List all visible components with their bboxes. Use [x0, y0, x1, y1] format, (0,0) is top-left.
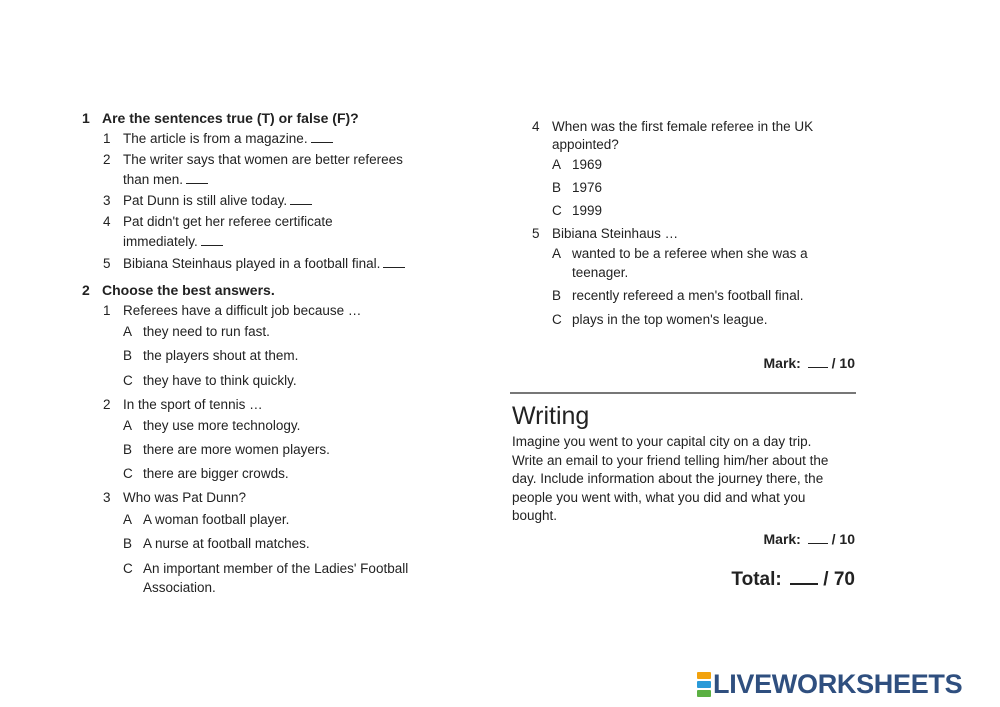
option-letter: A [552, 157, 562, 172]
option-letter: A [552, 246, 562, 261]
writing-line: day. Include information about the journey there, the [512, 471, 824, 486]
question-number: 4 [532, 119, 540, 134]
option-text: Association. [143, 580, 216, 595]
question-2-stem [103, 395, 263, 414]
writing-title: Writing [512, 402, 590, 430]
answer-blank[interactable] [290, 194, 312, 205]
writing-line: Write an email to your friend telling him/her about the [512, 452, 829, 468]
total-out-of: / 70 [823, 569, 855, 590]
item-number: 5 [103, 256, 111, 271]
writing-line: Imagine you went to your capital city on a day trip. [512, 434, 812, 449]
option-text: recently refereed a men's football final. [572, 288, 804, 303]
total-blank[interactable] [790, 569, 818, 585]
mark-out-of: / 10 [831, 355, 855, 371]
option-text: plays in the top women's league. [572, 312, 768, 327]
q4-option-a[interactable] [552, 155, 602, 174]
section-heading-text: Choose the best answers. [102, 282, 275, 298]
item-text: The writer says that women are better referees [123, 152, 403, 167]
q3-option-c-cont [143, 578, 216, 597]
option-letter: A [123, 418, 133, 433]
mark-score-reading [700, 355, 855, 371]
logo-icon [697, 671, 711, 698]
option-text: teenager. [572, 265, 629, 280]
option-text: they need to run fast. [143, 324, 270, 339]
option-letter: C [552, 312, 562, 327]
option-text: A nurse at football matches. [143, 536, 310, 551]
question-number: 5 [532, 226, 540, 241]
q4-option-b[interactable] [552, 178, 602, 197]
option-letter: C [123, 466, 133, 481]
q2-option-b[interactable] [123, 440, 330, 459]
writing-line: bought. [512, 508, 558, 523]
question-text: When was the first female referee in the UK [552, 119, 814, 134]
item-text: Pat Dunn is still alive today. [123, 193, 288, 208]
option-letter: B [123, 536, 133, 551]
q5-option-a-cont [572, 263, 628, 282]
option-letter: A [123, 512, 133, 527]
question-number: 2 [103, 397, 111, 412]
item-number: 3 [103, 193, 111, 208]
question-text: Bibiana Steinhaus … [552, 226, 679, 241]
option-text: they have to think quickly. [143, 373, 297, 388]
option-text: there are bigger crowds. [143, 466, 289, 481]
tf-item-2 [103, 150, 403, 169]
option-letter: B [123, 348, 133, 363]
tf-item-1 [103, 129, 333, 148]
option-text: there are more women players. [143, 442, 330, 457]
q5-option-c[interactable] [552, 310, 767, 329]
option-letter: C [552, 203, 562, 218]
section-divider [510, 392, 856, 394]
tf-item-5 [103, 254, 405, 273]
option-letter: C [123, 373, 133, 388]
tf-item-3 [103, 191, 312, 210]
question-number: 3 [103, 490, 111, 505]
item-text: Pat didn't get her referee certificate [123, 214, 333, 229]
item-text: than men. [123, 172, 184, 187]
question-text: Referees have a difficult job because … [123, 303, 362, 318]
mark-label: Mark: [763, 531, 801, 547]
option-text: they use more technology. [143, 418, 301, 433]
item-text: Bibiana Steinhaus played in a football final. [123, 256, 381, 271]
question-text: appointed? [552, 137, 619, 152]
q5-option-b[interactable] [552, 286, 803, 305]
q1-option-a[interactable] [123, 322, 270, 341]
option-text: A woman football player. [143, 512, 290, 527]
q2-option-c[interactable] [123, 464, 289, 483]
item-text: The article is from a magazine. [123, 131, 308, 146]
option-letter: B [123, 442, 133, 457]
option-letter: B [552, 180, 562, 195]
answer-blank[interactable] [311, 132, 333, 143]
q5-option-a[interactable] [552, 244, 808, 263]
option-text: 1976 [572, 180, 603, 195]
section-number: 2 [82, 282, 90, 298]
logo-text: LIVEWORKSHEETS [713, 669, 963, 699]
mark-blank[interactable] [808, 533, 828, 544]
q3-option-a[interactable] [123, 510, 289, 529]
option-text: the players shout at them. [143, 348, 299, 363]
q4-option-c[interactable] [552, 201, 602, 220]
q3-option-b[interactable] [123, 534, 310, 553]
option-letter: A [123, 324, 133, 339]
question-5-stem [532, 224, 678, 243]
answer-blank[interactable] [201, 235, 223, 246]
question-1-stem [103, 301, 361, 320]
question-4-stem [532, 117, 813, 136]
option-text: An important member of the Ladies' Football [143, 561, 409, 576]
option-text: wanted to be a referee when she was a [572, 246, 808, 261]
writing-line: people you went with, what you did and what you [512, 489, 806, 505]
total-score [660, 569, 855, 591]
option-text: 1999 [572, 203, 603, 218]
mark-score-writing [700, 531, 855, 547]
option-text: 1969 [572, 157, 603, 172]
question-text: Who was Pat Dunn? [123, 490, 247, 505]
question-3-stem [103, 488, 246, 507]
q3-option-c[interactable] [123, 559, 408, 578]
item-number: 4 [103, 214, 111, 229]
section-heading-text: Are the sentences true (T) or false (F)? [102, 110, 359, 126]
liveworksheets-logo [697, 669, 962, 700]
mark-out-of: / 10 [831, 531, 855, 547]
section-2-heading [82, 282, 275, 298]
mark-blank[interactable] [808, 357, 828, 368]
question-text: In the sport of tennis … [123, 397, 263, 412]
q2-option-a[interactable] [123, 416, 300, 435]
tf-item-4-cont [123, 232, 223, 251]
writing-prompt [512, 433, 862, 526]
total-label: Total: [731, 569, 782, 590]
option-letter: C [123, 561, 133, 576]
section-number: 1 [82, 110, 90, 126]
question-number: 1 [103, 303, 111, 318]
mark-label: Mark: [763, 355, 801, 371]
item-text: immediately. [123, 234, 198, 249]
question-4-stem-cont [552, 135, 619, 154]
item-number: 1 [103, 131, 111, 146]
option-letter: B [552, 288, 562, 303]
tf-item-2-cont [123, 170, 208, 189]
answer-blank[interactable] [186, 173, 208, 184]
tf-item-4 [103, 212, 333, 231]
item-number: 2 [103, 152, 111, 167]
section-1-heading [82, 110, 359, 126]
answer-blank[interactable] [383, 257, 405, 268]
q1-option-c[interactable] [123, 371, 297, 390]
q1-option-b[interactable] [123, 346, 298, 365]
